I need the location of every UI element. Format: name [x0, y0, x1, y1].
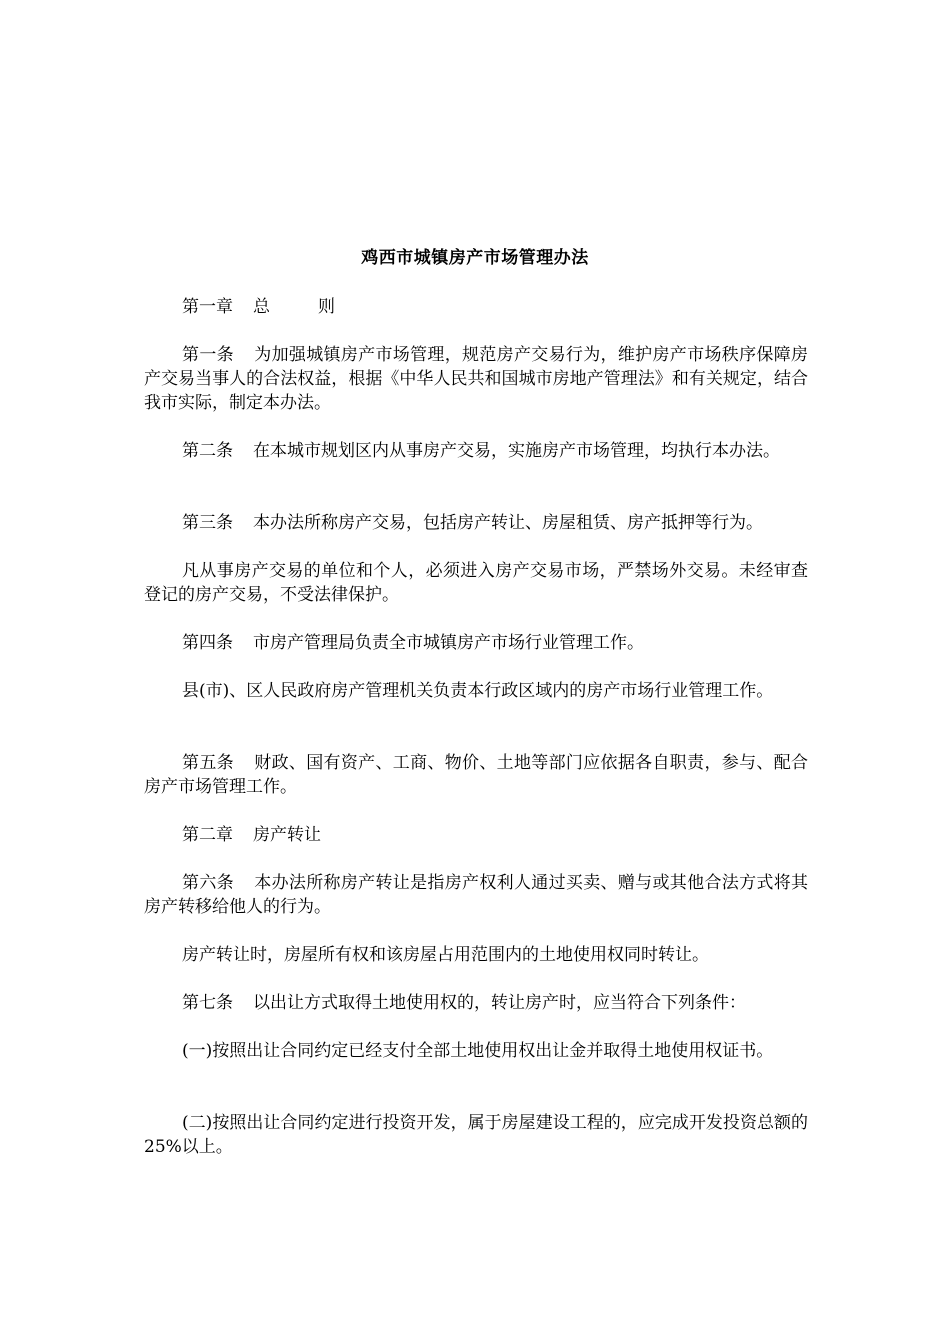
paragraph-text: 凡从事房产交易的单位和个人，必须进入房产交易市场，严禁场外交易。未经审查登记的房产交易，不受法律保护。 — [144, 561, 808, 605]
article-paragraph — [144, 511, 808, 535]
article-text: 市房产管理局负责全市城镇房产市场行业管理工作。 — [253, 633, 644, 653]
article-paragraph — [144, 343, 808, 415]
chapter-name: 房产转让 — [253, 825, 321, 845]
article-label: 第七条 — [182, 993, 233, 1013]
list-item-text: (一)按照出让合同约定已经支付全部土地使用权出让金并取得土地使用权证书。 — [182, 1041, 774, 1061]
article-paragraph — [144, 991, 808, 1015]
chapter-heading — [144, 823, 808, 847]
article-paragraph — [144, 631, 808, 655]
article-paragraph — [144, 751, 808, 799]
document-title: 鸡西市城镇房产市场管理办法 — [361, 248, 589, 268]
list-item-text: (二)按照出让合同约定进行投资开发，属于房屋建设工程的，应完成开发投资总额的25%以上。 — [144, 1113, 808, 1157]
list-item — [144, 1039, 808, 1063]
chapter-name-part: 则 — [318, 297, 335, 317]
article-label: 第四条 — [182, 633, 233, 653]
article-text: 为加强城镇房产市场管理，规范房产交易行为，维护房产市场秩序保障房产交易当事人的合法权益，根据《中华人民共和国城市房地产管理法》和有关规定，结合我市实际，制定本办法。 — [144, 345, 809, 413]
paragraph-text: 房产转让时，房屋所有权和该房屋占用范围内的土地使用权同时转让。 — [182, 945, 709, 965]
chapter-label: 第二章 — [182, 825, 233, 845]
chapter-name-part: 总 — [253, 297, 270, 317]
article-paragraph — [144, 439, 808, 463]
chapter-label: 第一章 — [182, 297, 233, 317]
list-item — [144, 1111, 808, 1159]
body-paragraph — [144, 559, 808, 607]
article-text: 本办法所称房产交易，包括房产转让、房屋租赁、房产抵押等行为。 — [253, 513, 763, 533]
article-text: 以出让方式取得土地使用权的，转让房产时，应当符合下列条件： — [253, 993, 746, 1013]
article-text: 在本城市规划区内从事房产交易，实施房产市场管理，均执行本办法。 — [253, 441, 780, 461]
chapter-heading — [144, 295, 808, 319]
paragraph-text: 县(市)、区人民政府房产管理机关负责本行政区域内的房产市场行业管理工作。 — [182, 681, 774, 701]
article-label: 第五条 — [182, 753, 234, 773]
article-paragraph — [144, 871, 808, 919]
body-paragraph — [144, 679, 808, 703]
article-label: 第三条 — [182, 513, 233, 533]
article-text: 财政、国有资产、工商、物价、土地等部门应依据各自职责，参与、配合房产市场管理工作。 — [144, 753, 809, 797]
article-text: 本办法所称房产转让是指房产权利人通过买卖、赠与或其他合法方式将其房产转移给他人的行为。 — [144, 873, 809, 917]
body-paragraph — [144, 943, 808, 967]
article-label: 第六条 — [182, 873, 234, 893]
article-label: 第一条 — [182, 345, 234, 365]
article-label: 第二条 — [182, 441, 233, 461]
